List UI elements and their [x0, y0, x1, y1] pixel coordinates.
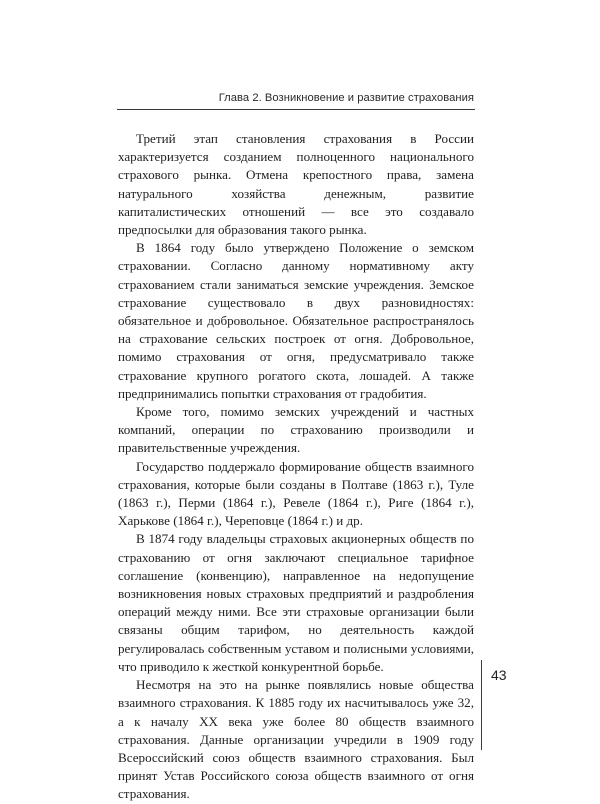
- paragraph-6: Несмотря на это на рынке появлялись новые общества взаимного страхования. К 1885 году их насчитывалось уже 32, а к началу XX века уже более 80 обществ взаимного страхования. Данные организации учредили в 1909 году Всероссийский союз обществ взаимного страхования. Был принят Устав Российского союза обществ взаимного от огня страхования.: [118, 677, 474, 802]
- page-number: 43: [491, 667, 507, 683]
- folio-rule: [481, 660, 482, 750]
- header-rule: [117, 109, 475, 110]
- paragraph-1: Третий этап становления страхования в России характеризуется созданием полноценного национального страхового рынка. Отмена крепостного права, замена натурального хозяйства денежным, развитие капиталистических отношений — все это создавало предпосылки для образования такого рынка.: [118, 131, 474, 238]
- body-text: [118, 130, 474, 804]
- paragraph-3: Кроме того, помимо земских учреждений и частных компаний, операции по страхованию производили и правительственные учреждения.: [118, 404, 474, 456]
- paragraph-4: Государство поддержало формирование обществ взаимного страхования, которые были созданы в Полтаве (1863 г.), Туле (1863 г.), Перми (1864 г.), Ревеле (1864 г.), Риге (1864 г.), Харькове (1864 г.), Череповце (1864 г.) и др.: [118, 458, 474, 529]
- running-head: Глава 2. Возникновение и развитие страхования: [218, 92, 474, 104]
- paragraph-5: В 1874 году владельцы страховых акционерных обществ по страхованию от огня заключают специальное тарифное соглашение (конвенцию), направленное на недопущение возникновения новых страховых предприятий и раздробления операций между ними. Все эти страховые организации были связаны общим тарифом, но деятельность каждой регулировалась собственным уставом и полисными условиями, что приводило к жесткой конкурентной борьбе.: [118, 531, 474, 674]
- paragraph-2: В 1864 году было утверждено Положение о земском страховании. Согласно данному нормативному акту страхованием стали заниматься земские учреждения. Земское страхование существовало в двух разновидностях: обязательное и добровольное. Обязательное распространялось на страхование сельских построек от огня. Добровольное, помимо страхования от огня, предусматривало также страхование крупного рогатого скота, лошадей. А также предпринимались попытки страхования от градобития.: [118, 240, 474, 401]
